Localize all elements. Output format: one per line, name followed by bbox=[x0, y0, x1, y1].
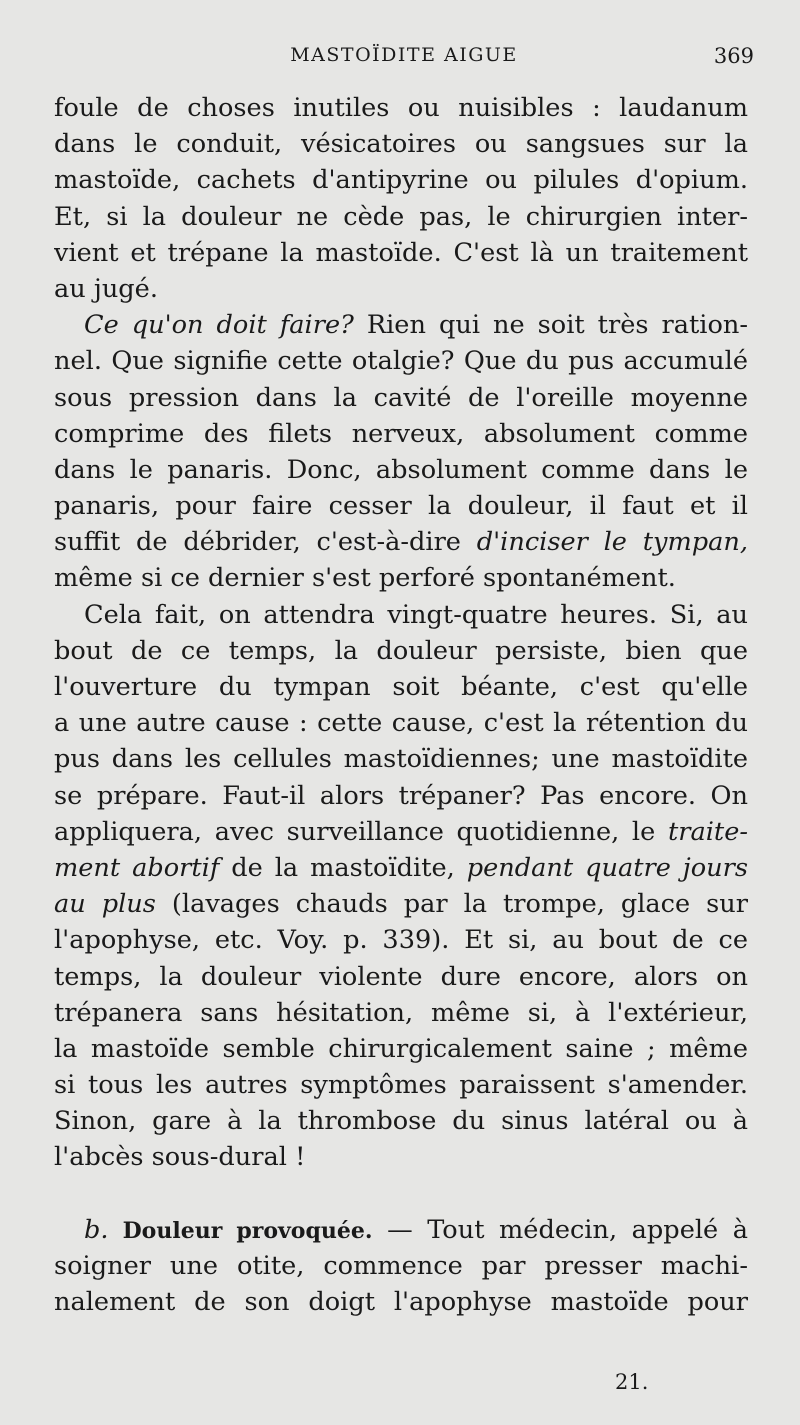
text-line: l'ouverture du tympan soit béante, c'est qu'elle bbox=[54, 672, 748, 702]
italic-phrase: au plus bbox=[54, 889, 156, 920]
page-number: 369 bbox=[713, 44, 754, 68]
text-line: nalement de son doigt l'apophyse mastoïde pour bbox=[54, 1287, 748, 1317]
text-line: au jugé. bbox=[54, 273, 158, 304]
text-line: dans le conduit, vésicatoires ou sangsues sur la bbox=[54, 129, 748, 160]
text-line: temps, la douleur violente dure encore, alors on bbox=[54, 961, 748, 992]
text-line bbox=[54, 886, 748, 922]
text-line: sous pression dans la cavité de l'oreille moyenne bbox=[54, 382, 748, 413]
italic-phrase: Ce qu'on doit faire? bbox=[84, 310, 354, 341]
text-line: mastoïde, cachets d'antipyrine ou pilules d'opium. bbox=[54, 165, 748, 196]
text-line: Cela fait, on attendra vingt-quatre heures. Si, au bbox=[84, 599, 748, 630]
text-line bbox=[54, 1212, 748, 1248]
section-gap bbox=[54, 1176, 748, 1212]
text-line bbox=[54, 307, 748, 343]
running-head bbox=[54, 44, 754, 76]
text-line: la mastoïde semble chirurgicalement saine ; même bbox=[54, 1033, 748, 1064]
text-line: a une autre cause : cette cause, c'est la rétention du bbox=[54, 708, 748, 739]
text-line: Et, si la douleur ne cède pas, le chirurgien inter- bbox=[54, 201, 748, 232]
running-title: MASTOÏDITE AIGUE bbox=[290, 44, 518, 66]
text-line: l'abcès sous-dural ! bbox=[54, 1142, 306, 1173]
text-line: comprime des filets nerveux, absolument comme bbox=[54, 418, 748, 449]
section-heading: Douleur provoquée. bbox=[108, 1217, 373, 1244]
text-line: bout de ce temps, la douleur persiste, bien que bbox=[54, 635, 748, 666]
text-line: soigner une otite, commence par presser machi- bbox=[54, 1250, 748, 1281]
text-line: panaris, pour faire cesser la douleur, il faut et il bbox=[54, 491, 748, 522]
text-span: suffit de débrider, c'est-à-dire bbox=[54, 527, 477, 558]
text-line bbox=[54, 524, 748, 560]
text-line: même si ce dernier s'est perforé spontanément. bbox=[54, 563, 676, 594]
italic-phrase: pendant quatre jours bbox=[466, 852, 748, 883]
text-line: si tous les autres symptômes paraissent s'amender. bbox=[54, 1070, 748, 1101]
text-line bbox=[54, 814, 748, 850]
italic-phrase: traite- bbox=[667, 816, 748, 847]
text-line: Sinon, gare à la thrombose du sinus latéral ou à bbox=[54, 1106, 748, 1137]
text-span: appliquera, avec surveillance quotidienne, le bbox=[54, 816, 668, 847]
printer-signature: 21. bbox=[615, 1370, 649, 1394]
text-span: — Tout médecin, appelé à bbox=[372, 1214, 748, 1245]
italic-phrase: ment abortif bbox=[54, 852, 220, 883]
text-line bbox=[54, 850, 748, 886]
text-span: de la mastoïdite, bbox=[219, 852, 467, 883]
text-span: (lavages chauds par la trompe, glace sur bbox=[155, 889, 748, 920]
text-line: foule de choses inutiles ou nuisibles : laudanum bbox=[54, 93, 748, 123]
italic-phrase: d'inciser le tympan, bbox=[476, 527, 748, 558]
text-line: vient et trépane la mastoïde. C'est là un traitement bbox=[54, 237, 748, 268]
text-line: dans le panaris. Donc, absolument comme dans le bbox=[54, 454, 748, 485]
section-letter: b. bbox=[84, 1214, 109, 1245]
text-line: trépanera sans hésitation, même si, à l'extérieur, bbox=[54, 997, 748, 1028]
body-text bbox=[54, 90, 748, 1320]
text-line: pus dans les cellules mastoïdiennes; une mastoïdite bbox=[54, 744, 748, 775]
text-line: nel. Que signifie cette otalgie? Que du pus accumulé bbox=[54, 346, 748, 377]
text-line: se prépare. Faut-il alors trépaner? Pas encore. On bbox=[54, 780, 748, 811]
text-line: l'apophyse, etc. Voy. p. 339). Et si, au bout de ce bbox=[54, 925, 748, 956]
text-span: Rien qui ne soit très ration- bbox=[353, 310, 748, 341]
